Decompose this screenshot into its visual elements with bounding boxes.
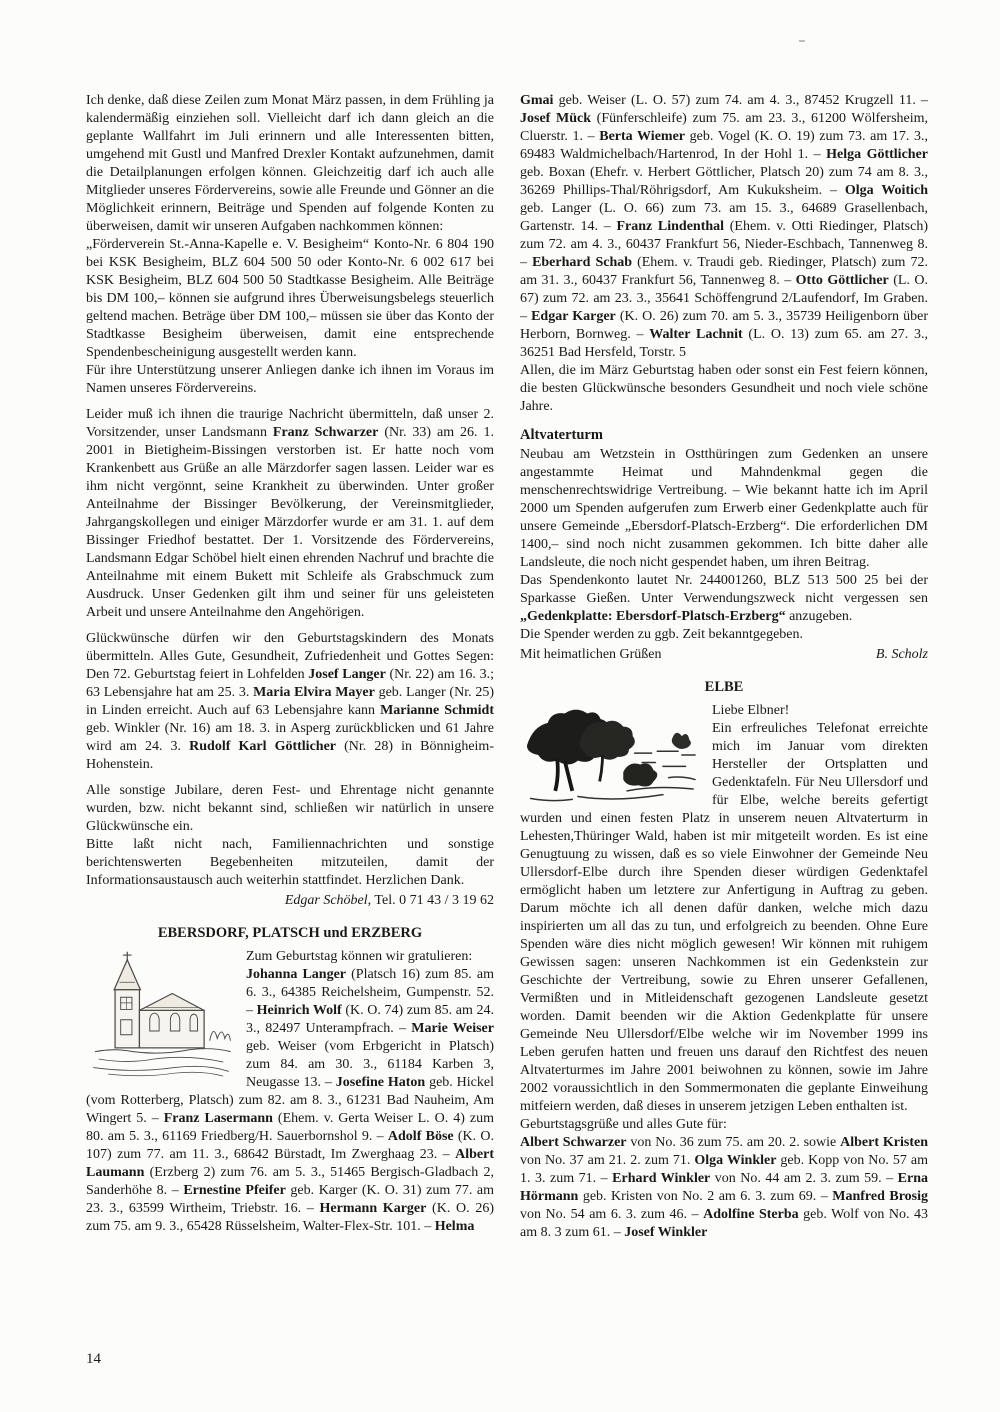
closing-row bbox=[520, 646, 928, 664]
paragraph-donors-announcement: Die Spender werden zu ggb. Zeit bekanntgegeben. bbox=[520, 627, 804, 642]
signature-line: Edgar Schöbel, Tel. 0 71 43 / 3 19 62 bbox=[284, 893, 494, 908]
paragraph-elbe-birthday-intro: Geburtstagsgrüße und alles Gute für: bbox=[520, 1117, 727, 1132]
closing-greeting: Mit heimatlichen Grüßen bbox=[520, 647, 662, 662]
scan-artifact bbox=[799, 40, 805, 42]
paragraph-altvaterturm-appeal: Neubau am Wetzstein in Ostthüringen zum Gedenken an unsere angestammte Heimat und Mahndenkmal gegen die menschenrechtswidrige Vertreibung. – Wie bekannt hatte ich im April 2000 um Spenden aufgerufen zum Erwerb einer Gedenkplatte auch für unsere Gemeinde „Ebersdorf-Platsch-Erzberg“. Die erforderlichen DM 1400,– sind noch nicht zusammen gekommen. Ich bitte daher alle Landsleute, die noch nicht gespendet haben, um ihren Beitrag. bbox=[520, 447, 928, 570]
paragraph-other-jubilees: Alle sonstige Jubilare, deren Fest- und Ehrentage nicht genannte wurden, bzw. nicht bekannt sind, schließen wir natürlich in unsere Glückwünsche ein. bbox=[86, 783, 494, 834]
paragraph-request-news: Bitte laßt nicht nach, Familiennachrichten und sonstige berichtenswerten Begebenheiten mitzuteilen, damit der Informationsaustausch auch weiterhin stattfindet. Herzlichen Dank. bbox=[86, 837, 494, 888]
paragraph-birthday-list-left: Johanna Langer (Platsch 16) zum 85. am 6. 3., 64385 Reichelsheim, Gumpenstr. 52. – Heinrich Wolf (K. O. 74) zum 85. am 24. 3., 82497 Unterampfrach. – Marie Weiser geb. Weiser (vom Erbgericht in Platsch) zum 84. am 30. 3., 61184 Karben 3, Neugasse 13. – Josefine Haton geb. Hickel (vom Rotterberg, Platsch) zum 82. am 8. 3., 61231 Bad Nauheim, Am Wingert 5. – Franz Lasermann (Ehem. v. Gerta Weiser L. O. 4) zum 80. am 5. 3., 61169 Friedberg/H. Sauerbornshol 9. – Adolf Böse (K. O. 107) zum 77. am 11. 3., 68642 Bürstadt, Im Zwerghaag 23. – Albert Laumann (Erzberg 2) zum 76. am 5. 3., 51465 Bergisch-Gladbach 2, Sanderhöhe 8. – Ernestine Pfeifer geb. Karger (K. O. 31) zum 77. am 23. 3., 63599 Wirtheim, Triebstr. 16. – Hermann Karger (K. O. 26) zum 75. am 9. 3., 65428 Rüsselsheim, Walter-Flex-Str. 101. – Helma bbox=[86, 967, 494, 1234]
paragraph-obituary: Leider muß ich ihnen die traurige Nachricht übermitteln, daß unser 2. Vorsitzender, unser Landsmann Franz Schwarzer (Nr. 33) am 26. 1. 2001 in Bietigheim-Bissingen verstorben ist. Er hatte noch vom Krankenbett aus Grüße an alle Märzdorfer sagen lassen. Leider war es ihm nicht vergönnt, seine Krankheit zu überwinden. Unter großer Anteilnahme der Bissinger Bevölkerung, der Vereinsmitglieder, Jahrgangskollegen und einiger Märzdorfer wurde er am 31. 1. auf dem Bissinger Friedhof bestattet. Der 1. Vorsitzende des Fördervereins, Landsmann Edgar Schöbel hielt einen ehrenden Nachruf und brachte die Anteilnahme mit einem Bukett mit Schleife als Grabschmuck zum Ausdruck. Unser Gedenken gilt ihm und seiner für uns geleisteten Arbeit und unsere Anteilnahme den Angehörigen. bbox=[86, 407, 494, 620]
paragraph-birthday-list-right: Gmai geb. Weiser (L. O. 57) zum 74. am 4. 3., 87452 Krugzell 11. – Josef Mück (Fünferschleife) zum 75. am 23. 3., 61200 Wölfersheim, Cluerstr. 1. – Berta Wiemer geb. Vogel (K. O. 19) zum 73. am 17. 3., 69483 Waldmichelbach/Hartenrod, In der Hohl 1. – Helga Göttlicher geb. Boxan (Ehefr. v. Herbert Göttlicher, Platsch 20) zum 74 am 8. 3., 36269 Phillips-Thal/Röhrigsdorf, Am Kukuksheim. – Olga Woitich geb. Langer (L. O. 66) zum 73. am 15. 3., 64689 Grasellenbach, Gartenstr. 14. – Franz Lindenthal (Ehem. v. Otti Riedinger, Platsch) zum 72. am 4. 3., 60437 Frankfurt 56, Nieder-Eschbach, Tannenweg 8. – Eberhard Schab (Ehem. v. Traudi geb. Riedinger, Platsch) zum 72. am 31. 3., 60437 Frankfurt 56, Tannenweg 8. – Otto Göttlicher (L. O. 67) zum 72. am 23. 3., 35641 Schöffengrund 2/Laufendorf, Im Graben. – Edgar Karger (K. O. 26) zum 70. am 5. 3., 35739 Heiligenborn über Herborn, Bornweg. – Walter Lachnit (L. O. 13) zum 65. am 27. 3., 36251 Bad Hersfeld, Torstr. 5 bbox=[520, 93, 929, 360]
section-heading-altvaterturm: Altvaterturm bbox=[520, 427, 603, 443]
left-column bbox=[86, 92, 494, 1242]
paragraph-elbe-letter: Ein erfreuliches Telefonat erreichte mich im Januar vom direkten Hersteller der Ortsplatten und Gedenktafeln. Für Neu Ullersdorf und für Elbe, welche bereits gefertigt wurden und einen festen Platz in unserem neuen Altvaterturm in Lehesten,Thüringer Wald, haben ist mir mitgeteilt worden. Es ist eine Genugtuung zu wissen, daß es so viele Einwohner der Gemeinde Neu Ullersdorf-Elbe durch ihre Spenden dieser würdigen Gedenktafel ermöglicht haben um letztere zur Anfertigung in Auftrag zu geben. Darum möchte ich all denen dafür danken, welche mich dazu inspirierten um all das zu tun, und erfolgreich zu beenden. Ohne Eure Spenden wäre dies nicht möglich gewesen! Wir können mit ruhigem Gewissen sagen: unseren Nachkommen ist ein Gedenkstein zur Geschichte der Vertreibung, sowie zu Ehren unserer Gefallenen, Vermißten und in Mitleidenschaft gezogenen Landsleute gesetzt worden. Damit beenden wir die Aktion Gedenkplatte für unsere Gemeinde Neu Ullersdorf/Elbe welche wir im November 1999 ins Leben gerufen hatten und freuen uns darauf den Richtfest des neuen Altvaterturmes im Jahre 2001 beiwohnen zu können, sowie im Jahre 2002 voraussichtlich in den Sommermonaten die geplante Einweihung mitfeiern werden, daß dieses in unserem jetzigen Leben enthalten ist. bbox=[520, 721, 928, 1114]
page-number: 14 bbox=[86, 1351, 101, 1367]
paragraph-donation-accounts: „Förderverein St.-Anna-Kapelle e. V. Besigheim“ Konto-Nr. 6 804 190 bei KSK Besigheim, BLZ 604 500 50 oder Konto-Nr. 6 002 617 bei KSK Besigheim, BLZ 604 500 50 Stadtkasse Besigheim. Alle Beiträge bis DM 100,– können sie aufgrund ihres Überweisungsbelegs steuerlich geltend machen. Beträge über DM 100,– müssen sie über das Konto der Stadtkasse Besigheim überweisen, damit eine entsprechende Spendenbescheinigung ausgestellt werden kann. bbox=[86, 237, 494, 360]
paragraph-donation-account-altvaterturm: Das Spendenkonto lautet Nr. 244001260, BLZ 513 500 25 bei der Sparkasse Gießen. Unter Verwendungszweck nicht vergessen sen „Gedenkplatte: Ebersdorf-Platsch-Erzberg“ anzugeben. bbox=[520, 573, 928, 624]
paragraph-elbe-birthday-list: Albert Schwarzer von No. 36 zum 75. am 20. 2. sowie Albert Kristen von No. 37 am 21. 2. zum 71. Olga Winkler geb. Kopp von No. 57 am 1. 3. zum 71. – Erhard Winkler von No. 44 am 2. 3. zum 59. – Erna Hörmann geb. Kristen von No. 2 am 6. 3. zum 69. – Manfred Brosig von No. 54 am 6. 3. zum 46. – Adolfine Sterba geb. Wolf von No. 43 am 8. 3 zum 61. – Josef Winkler bbox=[520, 1135, 928, 1240]
page-content bbox=[86, 92, 928, 1242]
section-heading-ebersdorf: EBERSDORF, PLATSCH und ERZBERG bbox=[157, 925, 423, 941]
paragraph-birthday-wishes: Glückwünsche dürfen wir den Geburtstagskindern des Monats übermitteln. Alles Gute, Gesundheit, Zufriedenheit und Gottes Segen: Den 72. Geburtstag feiert in Lohfelden Josef Langer (Nr. 22) am 16. 3.; 63 Lebensjahre hat am 25. 3. Maria Elvira Mayer geb. Langer (Nr. 25) in Linden erreicht. Auch auf 63 Lebensjahre kann Marianne Schmidt geb. Winkler (Nr. 16) am 18. 3. in Asperg zurückblicken und 61 Jahre wird am 24. 3. Rudolf Karl Göttlicher (Nr. 28) in Bönnigheim-Hohenstein. bbox=[86, 631, 494, 772]
section-heading-elbe: ELBE bbox=[704, 679, 744, 695]
paragraph-elbe-salutation: Liebe Elbner! bbox=[712, 703, 790, 718]
landscape-sketch-image bbox=[520, 704, 702, 806]
right-column bbox=[520, 92, 928, 1242]
paragraph-gratulation-intro: Zum Geburtstag können wir gratulieren: bbox=[246, 949, 473, 964]
paragraph-thanks: Für ihre Unterstützung unserer Anliegen danke ich ihnen im Voraus im Namen unseres Fördervereins. bbox=[86, 363, 494, 396]
paragraph-march-intro: Ich denke, daß diese Zeilen zum Monat März passen, in dem Frühling ja kalendermäßig einziehen soll. Vielleicht darf ich dann gleich an die geplante Wallfahrt im Juli erinnern und alle Interessenten bitten, umgehend mit Gustl und Manfred Drexler Kontakt aufzunehmen, damit die Detailplanungen erfolgen können. Gleichzeitig darf ich auch alle Mitglieder unseres Fördervereins, sowie alle Freunde und Gönner an die Möglichkeit erinnern, Beiträge und Spenden auf folgende Konten zu überweisen, damit wir unseren Aufgaben nachkommen können: bbox=[86, 93, 494, 234]
church-sketch-image bbox=[86, 950, 236, 1082]
paragraph-march-wishes: Allen, die im März Geburtstag haben oder sonst ein Fest feiern können, die besten Glückwünsche besonders Gesundheit und noch viele schöne Jahre. bbox=[520, 363, 928, 414]
closing-signature: B. Scholz bbox=[875, 647, 928, 662]
